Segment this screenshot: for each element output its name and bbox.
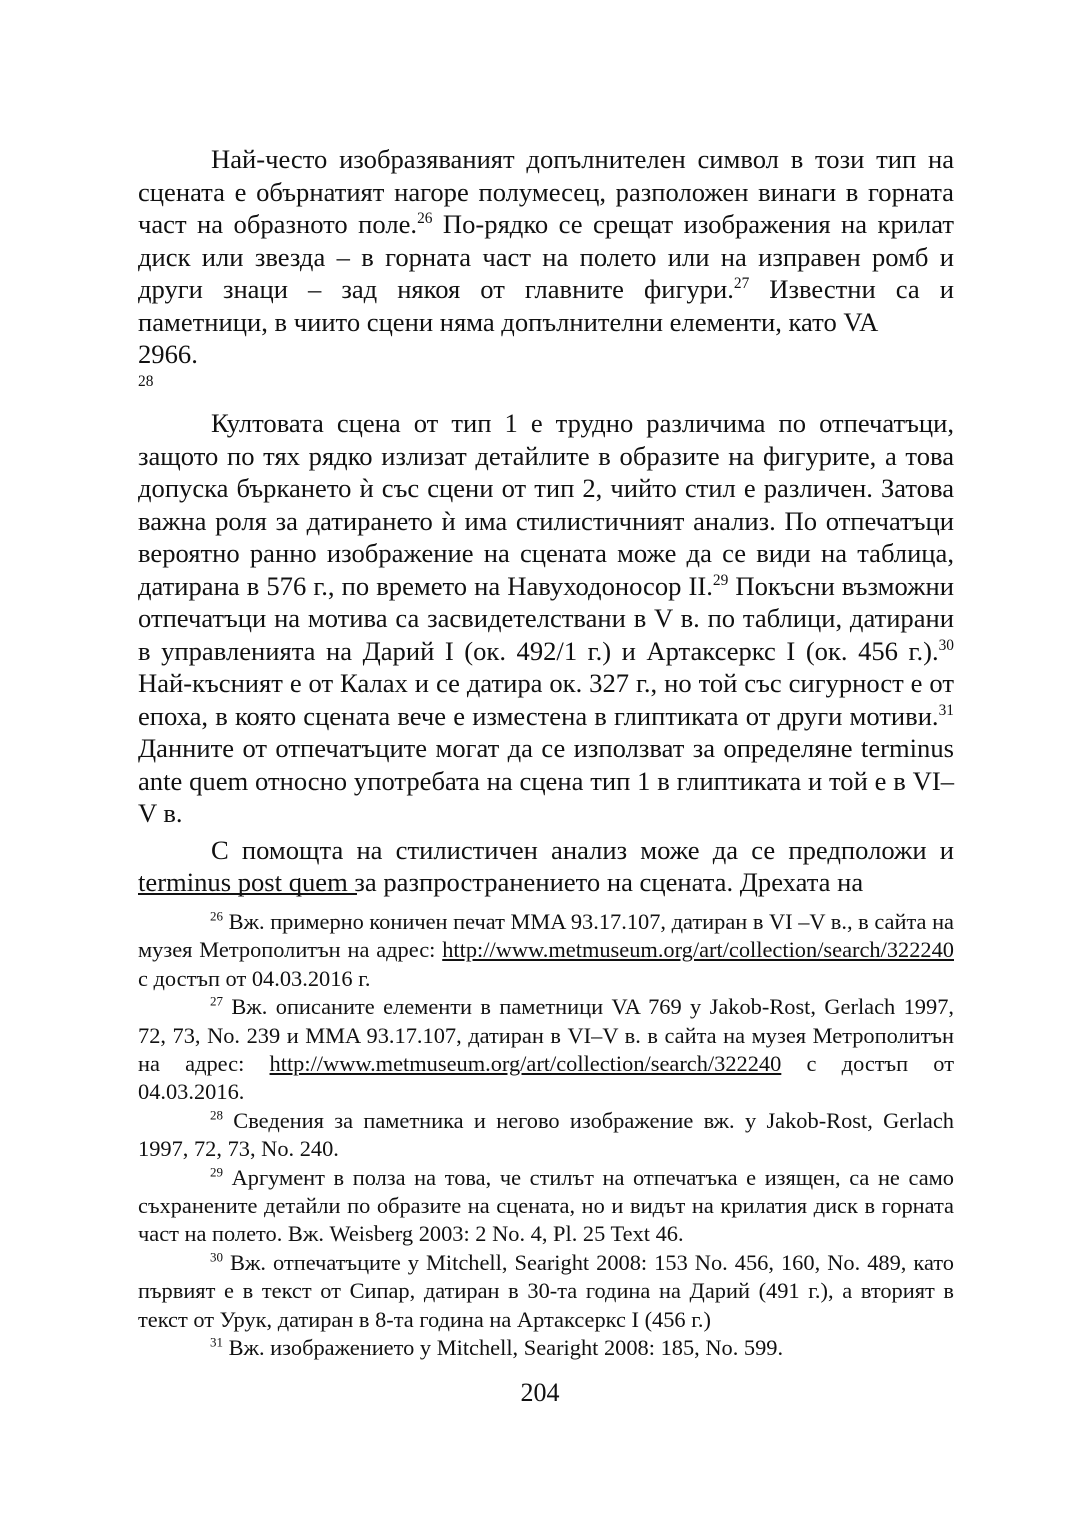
main-text (138, 143, 954, 903)
text-run: Вж. отпечатъците у Mitchell, Searight 2008: 153 No. 456, 160, No. 489, като първият е в текст от Сипар, датиран в 30-та година на Дарий (491 г.), а вторият в текст от Урук, датиран в 8-та година на Артаксеркс I (456 г.) (138, 1249, 954, 1332)
text-run: Вж. изображението у Mitchell, Searight 2008: 185, No. 599. (222, 1335, 784, 1361)
text-run: По-рядко се срещат изображения на крилат диск или звезда – в горната част на полето или на изправен ромб и други знаци – зад някоя от главните фигури. (138, 209, 954, 304)
text-run: с достъп от 04.03.2016. (138, 1051, 954, 1105)
url-link[interactable]: http://www.metmuseum.org/art/collection/search/322240 (269, 1051, 782, 1077)
footnote (138, 1164, 954, 1249)
footnote-ref: 28 (138, 372, 154, 390)
text-run: с достъп от 04.03.2016 г. (138, 965, 371, 991)
text-run: Вж. примерно коничен печат MMA 93.17.107, датиран в VI –V в., в сайта на музея Метрополитън на адрес: (138, 909, 954, 963)
footnote-ref: 29 (712, 571, 729, 589)
body-paragraph (138, 834, 954, 899)
text-run: Покъсни възможни отпечатъци на мотива са засвидетелствани в V в. по таблици, датирани в управленията на Дарий I (ок. 492/1 г.) и Артаксеркс I (ок. 456 г.). (138, 570, 954, 666)
footnote-separator (138, 893, 357, 895)
text-run: Вж. описаните елементи в паметници VA 769 у Jakob-Rost, Gerlach 1997, 72, 73, No. 239 и MMA 93.17.107, датиран в VI–V в. в сайта на музея Метрополитън на адрес: (138, 994, 954, 1077)
footnote-ref: 27 (733, 274, 750, 292)
footnote (138, 1249, 954, 1334)
text-run: Известни са и паметници, в чиито сцени няма допълнителни елементи, като VA (138, 274, 955, 337)
footnote (138, 1107, 954, 1164)
text-run: Култовата сцена от тип 1 е трудно различима по отпечатъци, защото по тях рядко излизат детайлите в образите на фигурите, а това допуска бъркането ѝ със сцени от тип 2, чийто стил е различен. Затова важна роля за датирането ѝ има стилистичният анализ. По отпечатъци вероятно ранно изображение на сцената може да се види на таблица, датирана в 576 г., по времето на Навуходоносор II. (138, 408, 954, 601)
body-paragraph (138, 407, 954, 830)
footnote (138, 1334, 954, 1362)
text-run: Данните от отпечатъците могат да се използват за определяне terminus ante quem относно употребата на сцена тип 1 в глиптиката и той е в VI–V в. (138, 733, 954, 828)
footnote-ref: 31 (938, 701, 954, 719)
text-run: 2966. (138, 339, 198, 369)
footnote-ref: 26 (210, 908, 223, 924)
text-run: С помощта на стилистичен анализ може да се предположи и terminus post quem за разпространението на сцената. Дрехата на (138, 834, 954, 897)
footnote-ref: 30 (938, 636, 954, 654)
page-number: 204 (520, 1378, 560, 1407)
footnote (138, 908, 954, 993)
text-run: Най-късният е от Калах и се датира ок. 327 г., но той със сигурност е от епоха, в която сцената вече е изместена в глиптиката от други мотиви. (138, 668, 954, 731)
footnote-ref: 29 (210, 1164, 223, 1180)
footnotes (138, 908, 954, 1363)
footnote-ref: 30 (210, 1249, 223, 1265)
text-run: Аргумент в полза на това, че стилът на отпечатъка е изящен, са не само съхранените детайли по образите на сцената, но и видът на крилатия диск в горната част на полето. Вж. Weisberg 2003: 2 No. 4, Pl. 25 Text 46. (138, 1164, 954, 1247)
footnote (138, 993, 954, 1107)
footnote-ref: 31 (210, 1334, 223, 1350)
url-link[interactable]: http://www.metmuseum.org/art/collection/search/322240 (442, 937, 954, 963)
footnote-ref: 26 (417, 209, 433, 227)
footnote-ref: 27 (210, 993, 223, 1009)
body-paragraph (138, 143, 954, 403)
text-run: Сведения за паметника и негово изображение вж. у Jakob-Rost, Gerlach 1997, 72, 73, No. 240. (138, 1107, 954, 1162)
footnote-ref: 28 (210, 1107, 223, 1123)
text-run: Най-често изобразяваният допълнителен символ в този тип на сцената е обърнатият нагоре полумесец, разположен винаги в горната част на образното поле. (138, 144, 954, 239)
